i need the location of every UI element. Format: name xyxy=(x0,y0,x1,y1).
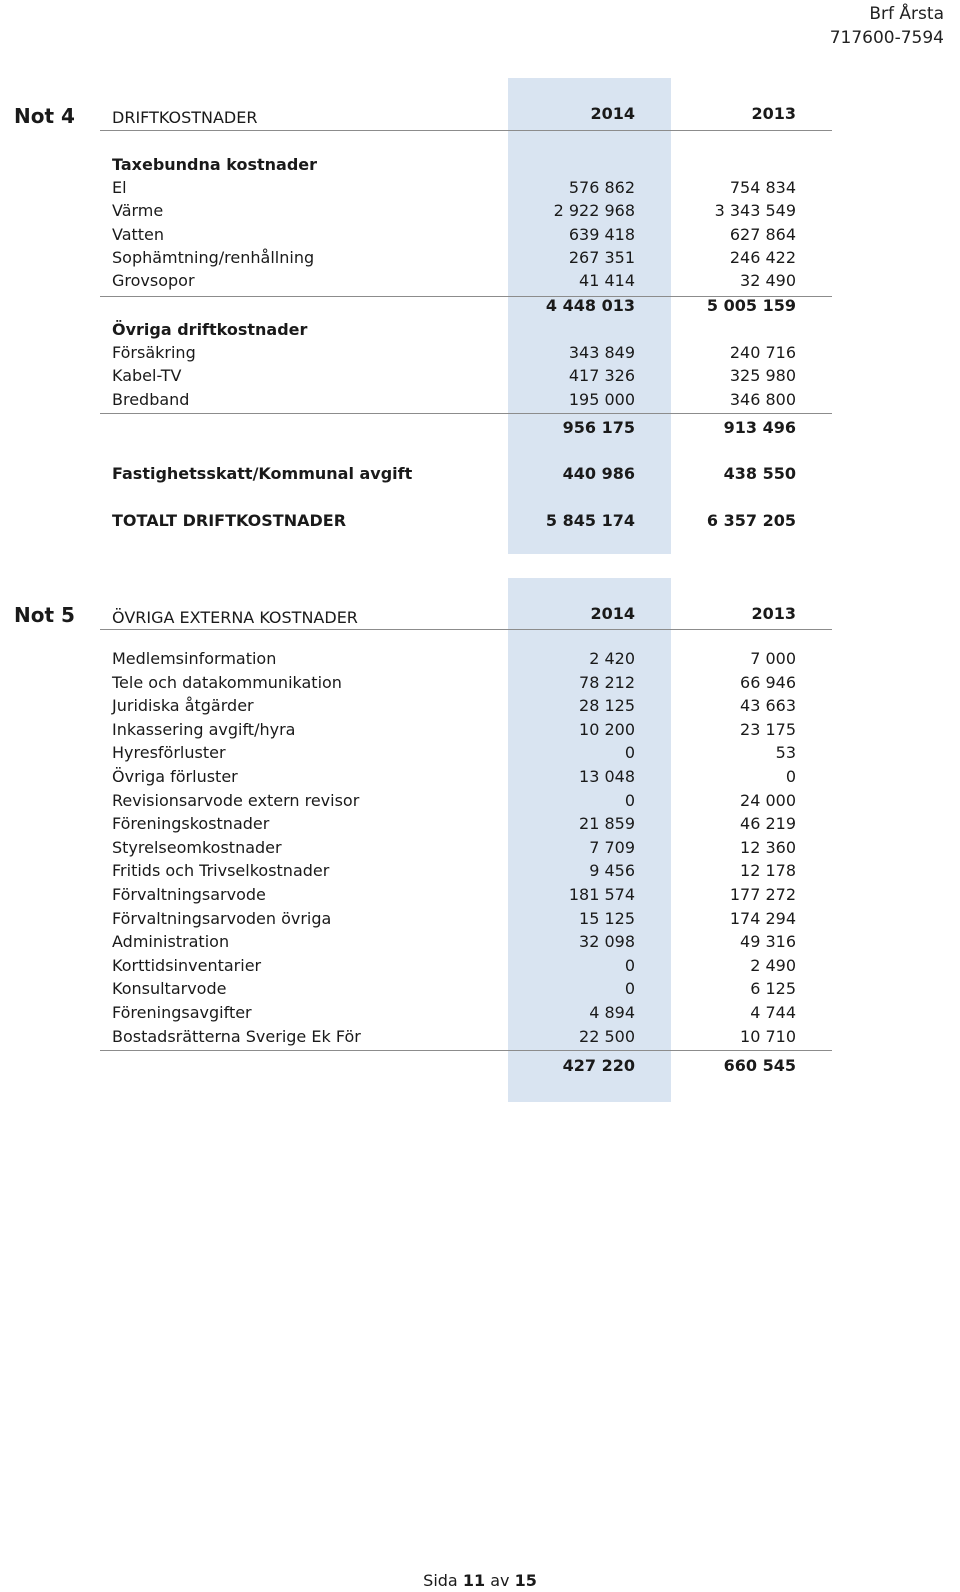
note-title: DRIFTKOSTNADER xyxy=(112,108,258,127)
value-2014: 639 418 xyxy=(568,224,635,244)
total-pages-number: 15 xyxy=(514,1571,537,1590)
page-separator: av xyxy=(490,1571,510,1590)
row-label: Fritids och Trivselkostnader xyxy=(112,861,330,881)
table-row xyxy=(0,718,960,742)
row-label: Förvaltningsarvoden övriga xyxy=(112,908,332,928)
row-label: Hyresförluster xyxy=(112,743,226,763)
value-2013: 3 343 549 xyxy=(714,201,796,221)
row-label: Fastighetsskatt/Kommunal avgift xyxy=(112,464,413,483)
value-2013: 23 175 xyxy=(740,719,796,739)
property-tax-row xyxy=(0,462,960,486)
column-header-2014: 2014 xyxy=(590,104,635,123)
value-2014: 2 420 xyxy=(589,649,635,668)
header-rule xyxy=(100,629,832,630)
row-label: TOTALT DRIFTKOSTNADER xyxy=(112,511,347,530)
row-label: El xyxy=(112,178,127,197)
value-2014: 9 456 xyxy=(589,861,635,881)
value-2014: 28 125 xyxy=(579,696,635,716)
value-2013: 2 490 xyxy=(750,955,796,975)
current-page-number: 11 xyxy=(462,1571,486,1590)
row-label: Styrelseomkostnader xyxy=(112,837,282,857)
table-row xyxy=(0,199,960,223)
table-row xyxy=(0,883,960,907)
value-2014: 10 200 xyxy=(579,719,635,739)
table-row xyxy=(0,388,960,412)
table-row xyxy=(0,1001,960,1025)
table-row xyxy=(0,176,960,200)
table-row xyxy=(0,269,960,293)
value-2013: 6 125 xyxy=(750,979,796,999)
row-label: Försäkring xyxy=(112,343,196,362)
table-row xyxy=(0,246,960,270)
row-label: Bredband xyxy=(112,389,190,409)
value-2013: 43 663 xyxy=(740,696,796,716)
value-2014: 181 574 xyxy=(568,885,635,904)
row-label: Juridiska åtgärder xyxy=(112,696,254,716)
row-label: Föreningsavgifter xyxy=(112,1003,252,1022)
subtotal-2013: 5 005 159 xyxy=(706,296,796,315)
total-2014: 427 220 xyxy=(562,1056,635,1075)
document-header xyxy=(830,2,944,50)
table-row xyxy=(0,741,960,765)
row-label: Grovsopor xyxy=(112,271,195,291)
row-label: Sophämtning/renhållning xyxy=(112,247,315,267)
table-row xyxy=(0,647,960,671)
table-row xyxy=(0,977,960,1001)
row-label: Övriga förluster xyxy=(112,767,238,786)
value-2013: 325 980 xyxy=(729,366,796,386)
row-label: Administration xyxy=(112,932,230,952)
note-label: Not 5 xyxy=(14,603,75,627)
value-2014: 13 048 xyxy=(579,767,635,786)
table-row xyxy=(0,859,960,883)
column-header-2014: 2014 xyxy=(590,604,635,623)
table-row xyxy=(0,836,960,860)
subtotal-2013: 913 496 xyxy=(723,418,796,437)
table-row xyxy=(0,223,960,247)
value-2014: 32 098 xyxy=(579,932,635,952)
value-2014: 417 326 xyxy=(568,366,635,386)
grand-total-row xyxy=(0,509,960,533)
row-label: Konsultarvode xyxy=(112,979,227,999)
value-2013: 53 xyxy=(775,743,796,763)
subtotal-2014: 956 175 xyxy=(562,418,635,437)
page-footer xyxy=(0,1570,960,1592)
column-header-2013: 2013 xyxy=(751,604,796,623)
subtotal-2014: 4 448 013 xyxy=(545,296,635,315)
subtotal-rule xyxy=(100,413,832,414)
organization-name: Brf Årsta xyxy=(869,4,944,24)
value-2014: 22 500 xyxy=(579,1026,635,1046)
value-2014: 0 xyxy=(624,790,635,810)
table-row xyxy=(0,930,960,954)
table-row xyxy=(0,694,960,718)
value-2014: 41 414 xyxy=(579,271,635,291)
header-rule xyxy=(100,130,832,131)
value-2014: 0 xyxy=(624,955,635,975)
value-2014: 343 849 xyxy=(568,343,635,362)
row-label: Vatten xyxy=(112,224,165,244)
value-2013: 240 716 xyxy=(729,343,796,362)
value-2013: 10 710 xyxy=(740,1026,796,1046)
value-2013: 49 316 xyxy=(740,932,796,952)
value-2014: 21 859 xyxy=(579,814,635,834)
organization-number: 717600-7594 xyxy=(829,28,944,48)
value-2013: 32 490 xyxy=(740,271,796,291)
table-row xyxy=(0,765,960,789)
value-2013: 174 294 xyxy=(729,908,796,928)
value-2013: 6 357 205 xyxy=(706,511,796,530)
note-title: ÖVRIGA EXTERNA KOSTNADER xyxy=(112,608,358,627)
value-2013: 346 800 xyxy=(729,389,796,409)
value-2014: 267 351 xyxy=(568,247,635,267)
value-2013: 46 219 xyxy=(740,814,796,834)
row-label: Värme xyxy=(112,201,164,221)
row-label: Föreningskostnader xyxy=(112,814,270,834)
row-label: Medlemsinformation xyxy=(112,649,277,668)
subtotal-row xyxy=(0,416,960,440)
table-row xyxy=(0,364,960,388)
value-2013: 754 834 xyxy=(729,178,796,197)
value-2013: 0 xyxy=(785,767,796,786)
row-label: Förvaltningsarvode xyxy=(112,885,266,904)
value-2014: 78 212 xyxy=(579,672,635,692)
value-2013: 66 946 xyxy=(740,672,796,692)
column-header-2013: 2013 xyxy=(751,104,796,123)
section-heading: Övriga driftkostnader xyxy=(112,320,308,339)
value-2013: 177 272 xyxy=(729,885,796,904)
section-heading: Taxebundna kostnader xyxy=(112,155,318,174)
total-2013: 660 545 xyxy=(723,1056,796,1075)
value-2014: 15 125 xyxy=(579,908,635,928)
value-2014: 2 922 968 xyxy=(553,201,635,221)
table-row xyxy=(0,1025,960,1049)
table-row xyxy=(0,907,960,931)
row-label: Inkassering avgift/hyra xyxy=(112,719,296,739)
page-prefix: Sida xyxy=(423,1571,458,1590)
table-row xyxy=(0,954,960,978)
row-label: Tele och datakommunikation xyxy=(112,672,342,692)
value-2013: 438 550 xyxy=(723,464,796,483)
total-rule xyxy=(100,1050,832,1051)
total-row xyxy=(0,1054,960,1078)
value-2014: 7 709 xyxy=(589,837,635,857)
table-row xyxy=(0,812,960,836)
value-2013: 627 864 xyxy=(729,224,796,244)
value-2014: 440 986 xyxy=(562,464,635,483)
value-2014: 195 000 xyxy=(568,389,635,409)
value-2013: 4 744 xyxy=(750,1003,796,1022)
value-2014: 576 862 xyxy=(568,178,635,197)
value-2013: 24 000 xyxy=(740,790,796,810)
row-label: Kabel-TV xyxy=(112,366,182,386)
table-row xyxy=(0,789,960,813)
subtotal-row xyxy=(0,294,960,318)
note-label: Not 4 xyxy=(14,104,75,128)
table-row xyxy=(0,671,960,695)
value-2014: 0 xyxy=(624,743,635,763)
table-row xyxy=(0,341,960,365)
value-2013: 246 422 xyxy=(729,247,796,267)
row-label: Revisionsarvode extern revisor xyxy=(112,790,360,810)
row-label: Korttidsinventarier xyxy=(112,955,262,975)
value-2013: 12 360 xyxy=(740,837,796,857)
value-2014: 4 894 xyxy=(589,1003,635,1022)
value-2014: 0 xyxy=(624,979,635,999)
value-2013: 7 000 xyxy=(750,649,796,668)
row-label: Bostadsrätterna Sverige Ek För xyxy=(112,1026,361,1046)
value-2013: 12 178 xyxy=(740,861,796,881)
value-2014: 5 845 174 xyxy=(545,511,635,530)
